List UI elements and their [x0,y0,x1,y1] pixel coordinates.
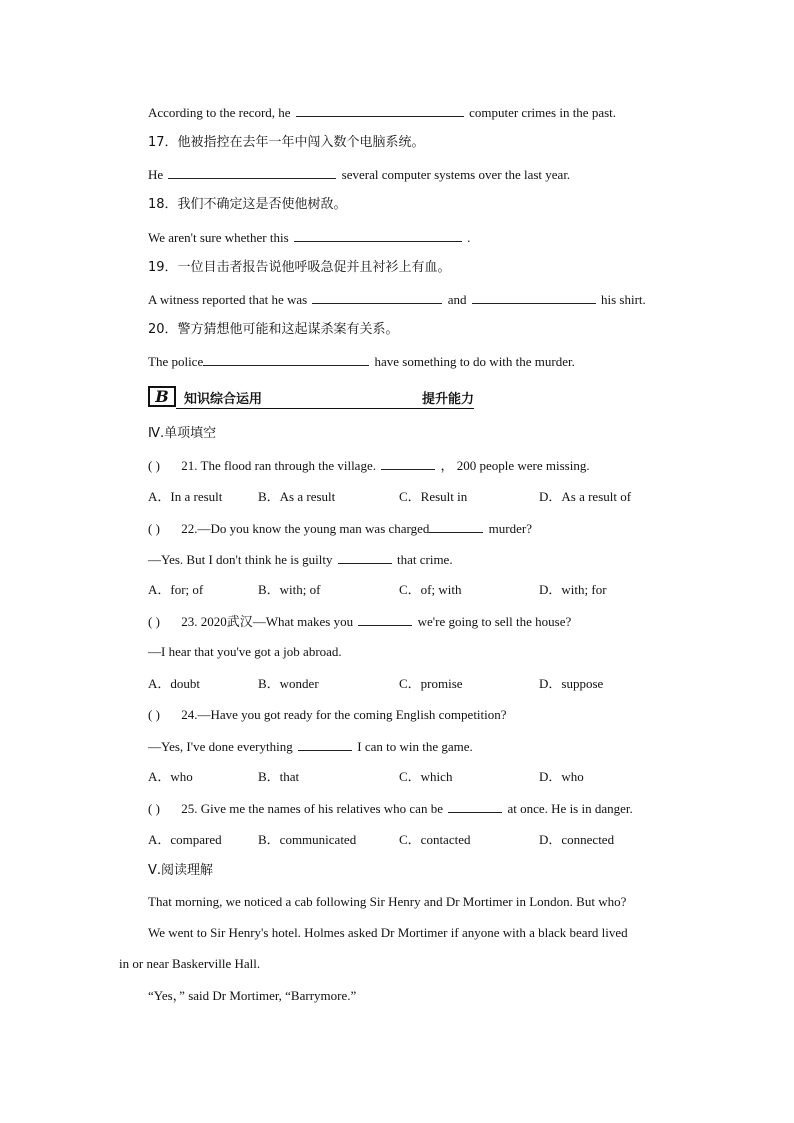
option-a[interactable]: A．for; of [148,582,204,597]
section-badge: B [148,386,176,407]
question-text: at once. He is in danger. [507,801,633,816]
section-header-bar [148,385,474,409]
option-b[interactable]: B．wonder [258,676,319,691]
part5-heading: Ⅴ.阅读理解 [148,863,214,878]
sentence-text: According to the record, he [148,105,291,120]
part4-heading: Ⅳ.单项填空 [148,426,217,441]
option-b[interactable]: B．As a result [258,489,336,504]
question-text: ， 200 people were missing. [440,458,590,473]
sentence-text: have something to do with the murder. [374,354,575,369]
sentence-text: The police [148,354,204,369]
answer-parenthesis[interactable]: ( ) [148,521,160,536]
answer-blank[interactable] [338,551,392,564]
option-a[interactable]: A．In a result [148,489,223,504]
reply-text: —Yes, I've done everything [148,739,293,754]
option-b[interactable]: B．communicated [258,832,357,847]
question-text: 24.—Have you got ready for the coming English competition? [181,707,507,722]
section-rule [176,408,474,409]
option-c[interactable]: C．Result in [399,489,468,504]
sentence-text: computer crimes in the past. [469,105,617,120]
question-23-reply: —I hear that you've got a job abroad. [148,644,342,659]
question-24-reply [148,738,473,755]
sentence-18-line [148,229,470,246]
question-23 [148,613,571,630]
question-21 [148,457,590,474]
answer-blank[interactable] [472,291,596,304]
answer-blank[interactable] [203,353,369,366]
answer-parenthesis[interactable]: ( ) [148,614,160,629]
answer-blank[interactable] [312,291,442,304]
option-c[interactable]: C．contacted [399,832,471,847]
option-b[interactable]: B．with; of [258,582,321,597]
option-d[interactable]: D．with; for [539,582,607,597]
option-a[interactable]: A．compared [148,832,222,847]
answer-blank[interactable] [294,229,462,242]
answer-parenthesis[interactable]: ( ) [148,801,160,816]
section-subtitle: 提升能力 [421,392,474,407]
option-a[interactable]: A．who [148,769,193,784]
sentence-text: several computer systems over the last year. [341,167,571,182]
sentence-text: He [148,167,164,182]
question-text: 25. Give me the names of his relatives who can be [181,801,443,816]
question-25 [148,800,633,817]
sentence-text: A witness reported that he was [148,292,308,307]
option-c[interactable]: C．which [399,769,453,784]
sentence-text: We aren't sure whether this [148,230,289,245]
answer-blank[interactable] [381,457,435,470]
reading-paragraph: “Yes，” said Dr Mortimer, “Barrymore.” [148,988,357,1003]
question-text: 21. The flood ran through the village. [181,458,376,473]
option-b[interactable]: B．that [258,769,300,784]
sentence-19-line [148,291,646,308]
answer-blank[interactable] [358,613,412,626]
sentence-text: his shirt. [601,292,646,307]
answer-blank[interactable] [168,166,336,179]
sentence-text: . [467,230,471,245]
question-text: 22.—Do you know the young man was charged [181,521,430,536]
option-c[interactable]: C．of; with [399,582,462,597]
option-d[interactable]: D．suppose [539,676,604,691]
question-22-reply [148,551,453,568]
answer-blank[interactable] [296,104,464,117]
question-20-prompt: 20．警方猜想他可能和这起谋杀案有关系。 [148,322,399,337]
answer-parenthesis[interactable]: ( ) [148,458,160,473]
sentence-16-line [148,104,616,121]
question-24 [148,707,507,723]
sentence-20-line [148,353,575,370]
sentence-text: and [447,292,467,307]
question-text: 23. 2020武汉—What makes you [181,614,354,629]
question-text: murder? [488,521,532,536]
reading-paragraph-continued: in or near Baskerville Hall. [119,956,261,971]
reply-text: I can to win the game. [357,739,473,754]
answer-blank[interactable] [448,800,502,813]
answer-parenthesis[interactable]: ( ) [148,707,160,722]
question-22 [148,520,532,537]
option-a[interactable]: A．doubt [148,676,201,691]
option-d[interactable]: D．As a result of [539,489,632,504]
option-d[interactable]: D．connected [539,832,615,847]
answer-blank[interactable] [298,738,352,751]
question-text: we're going to sell the house? [417,614,572,629]
reading-paragraph: That morning, we noticed a cab following Sir Henry and Dr Mortimer in London. But who? [148,894,627,909]
option-c[interactable]: C．promise [399,676,463,691]
question-18-prompt: 18．我们不确定这是否使他树敌。 [148,197,347,212]
option-d[interactable]: D．who [539,769,584,784]
answer-blank[interactable] [429,520,483,533]
reading-paragraph: We went to Sir Henry's hotel. Holmes asked Dr Mortimer if anyone with a black beard lived [148,925,628,940]
sentence-17-line [148,166,570,183]
question-19-prompt: 19．一位目击者报告说他呼吸急促并且衬衫上有血。 [148,260,451,275]
reply-text: —Yes. But I don't think he is guilty [148,552,333,567]
section-title: 知识综合运用 [184,392,263,407]
reply-text: that crime. [396,552,453,567]
question-17-prompt: 17．他被指控在去年一年中闯入数个电脑系统。 [148,135,425,150]
